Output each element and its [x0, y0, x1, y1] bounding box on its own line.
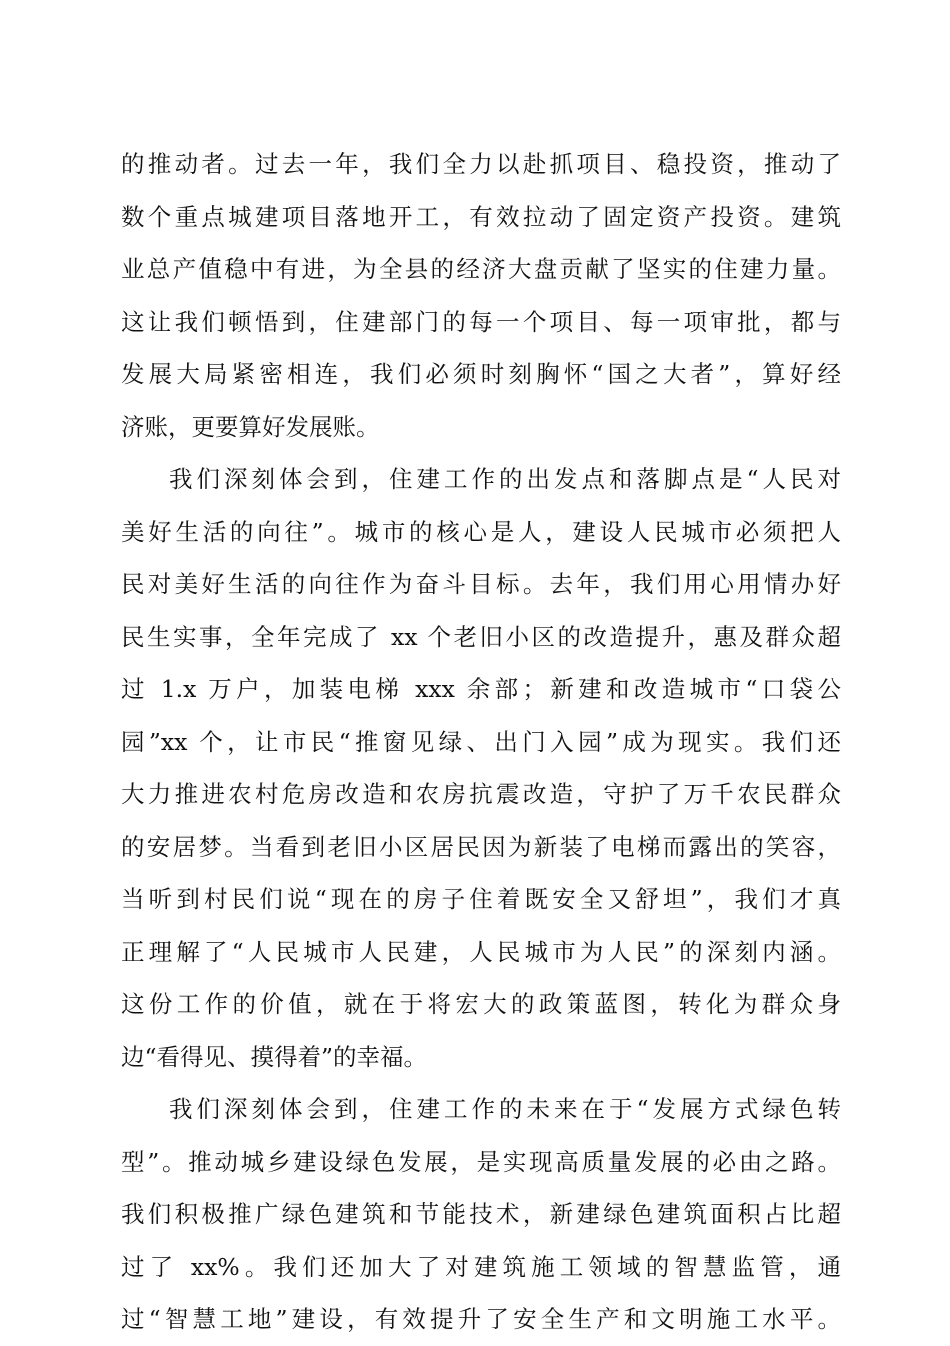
- text-line: 民生实事，全年完成了 xx 个老旧小区的改造提升，惠及群众超: [121, 622, 841, 651]
- text-line: 园”xx 个，让市民“推窗见绿、出门入园”成为现实。我们还: [121, 727, 841, 756]
- text-line: 我们深刻体会到，住建工作的出发点和落脚点是“人民对: [169, 465, 841, 493]
- text-line: 过 1.x 万户，加装电梯 xxx 余部；新建和改造城市“口袋公: [121, 675, 841, 703]
- text-line: 大力推进农村危房改造和农房抗震改造，守护了万千农民群众: [121, 780, 841, 808]
- text-line: 的安居梦。当看到老旧小区居民因为新装了电梯而露出的笑容，: [121, 832, 841, 861]
- text-line: 美好生活的向往”。城市的核心是人，建设人民城市必须把人: [121, 517, 841, 546]
- body-text: [121, 138, 841, 1346]
- text-line: 过“智慧工地”建设，有效提升了安全生产和文明施工水平。: [121, 1305, 841, 1333]
- text-line: 民对美好生活的向往作为奋斗目标。去年，我们用心用情办好: [121, 570, 841, 598]
- text-line: 当听到村民们说“现在的房子住着既安全又舒坦”，我们才真: [121, 885, 841, 913]
- text-line: 的推动者。过去一年，我们全力以赴抓项目、稳投资，推动了: [121, 150, 841, 178]
- text-line: 这份工作的价值，就在于将宏大的政策蓝图，转化为群众身: [121, 990, 841, 1018]
- text-line: 发展大局紧密相连，我们必须时刻胸怀“国之大者”，算好经: [121, 360, 841, 388]
- text-line: 我们积极推广绿色建筑和节能技术，新建绿色建筑面积占比超: [121, 1200, 841, 1228]
- text-line: 数个重点城建项目落地开工，有效拉动了固定资产投资。建筑: [121, 202, 841, 231]
- paragraph-3: [121, 1083, 841, 1346]
- text-line: 正理解了“人民城市人民建，人民城市为人民”的深刻内涵。: [121, 937, 841, 966]
- paragraph-1: [121, 138, 841, 453]
- text-line: 我们深刻体会到，住建工作的未来在于“发展方式绿色转: [169, 1095, 841, 1123]
- text-line: 边“看得见、摸得着”的幸福。: [121, 1042, 428, 1071]
- text-line: 济账，更要算好发展账。: [121, 412, 380, 441]
- text-line: 这让我们顿悟到，住建部门的每一个项目、每一项审批，都与: [121, 307, 841, 336]
- paragraph-2: [121, 453, 841, 1083]
- text-line: 业总产值稳中有进，为全县的经济大盘贡献了坚实的住建力量。: [121, 255, 841, 283]
- text-line: 型”。推动城乡建设绿色发展，是实现高质量发展的必由之路。: [121, 1147, 841, 1176]
- text-line: 过了 xx%。我们还加大了对建筑施工领域的智慧监管，通: [121, 1252, 841, 1281]
